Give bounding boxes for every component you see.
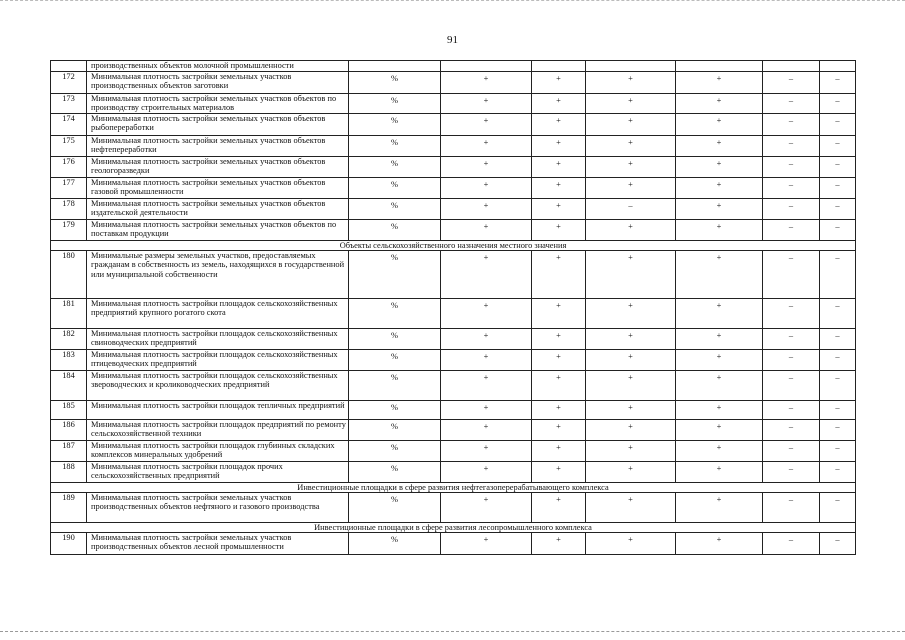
mark-cell: + xyxy=(532,113,586,135)
scan-bottom-edge xyxy=(0,631,905,634)
mark-cell: + xyxy=(586,400,676,419)
row-description: Минимальная плотность застройки площадок сельскохозяйственных свиноводческих предприятий xyxy=(87,328,349,349)
mark-cell: + xyxy=(532,461,586,482)
row-description: Минимальная плотность застройки земельных участков объектов рыбопереработки xyxy=(87,113,349,135)
table-body xyxy=(51,61,856,555)
mark-cell: + xyxy=(676,400,763,419)
row-number: 177 xyxy=(51,177,87,198)
row-description: производственных объектов молочной промышленности xyxy=(87,61,349,72)
mark-cell: + xyxy=(676,94,763,114)
mark-cell xyxy=(441,61,532,72)
mark-cell: – xyxy=(820,94,856,114)
row-number: 173 xyxy=(51,94,87,114)
mark-cell: + xyxy=(676,219,763,240)
mark-cell: + xyxy=(532,532,586,554)
mark-cell: + xyxy=(586,72,676,94)
unit-cell: % xyxy=(349,135,441,156)
mark-cell: + xyxy=(532,349,586,370)
mark-cell: + xyxy=(532,94,586,114)
mark-cell: – xyxy=(763,135,820,156)
scan-top-edge xyxy=(0,0,905,3)
mark-cell: – xyxy=(820,198,856,219)
table-row xyxy=(51,250,856,298)
mark-cell: – xyxy=(820,370,856,400)
mark-cell: + xyxy=(676,298,763,328)
mark-cell: + xyxy=(676,419,763,440)
mark-cell: + xyxy=(676,72,763,94)
mark-cell: + xyxy=(676,198,763,219)
row-number: 190 xyxy=(51,532,87,554)
row-number: 187 xyxy=(51,440,87,461)
unit-cell: % xyxy=(349,113,441,135)
section-title: Инвестиционные площадки в сфере развития нефтегазоперерабатывающего комплекса xyxy=(51,482,856,492)
unit-cell: % xyxy=(349,298,441,328)
table-row xyxy=(51,156,856,177)
mark-cell: – xyxy=(820,349,856,370)
section-title: Инвестиционные площадки в сфере развития лесопромышленного комплекса xyxy=(51,522,856,532)
mark-cell: + xyxy=(532,400,586,419)
mark-cell: + xyxy=(441,219,532,240)
section-header-row xyxy=(51,522,856,532)
mark-cell: – xyxy=(820,298,856,328)
table-row xyxy=(51,219,856,240)
row-description: Минимальная плотность застройки земельных участков объектов по производству строительных материалов xyxy=(87,94,349,114)
mark-cell: + xyxy=(586,177,676,198)
norms-table xyxy=(50,60,856,555)
row-number: 180 xyxy=(51,250,87,298)
mark-cell: – xyxy=(820,72,856,94)
table-row xyxy=(51,461,856,482)
mark-cell: + xyxy=(586,532,676,554)
mark-cell: + xyxy=(532,370,586,400)
row-number: 184 xyxy=(51,370,87,400)
unit-cell: % xyxy=(349,440,441,461)
row-description: Минимальная плотность застройки земельных участков производственных объектов лесной промышленности xyxy=(87,532,349,554)
mark-cell: + xyxy=(441,419,532,440)
row-description: Минимальная плотность застройки площадок предприятий по ремонту сельскохозяйственной техники xyxy=(87,419,349,440)
mark-cell: + xyxy=(586,419,676,440)
row-description: Минимальная плотность застройки земельных участков объектов издательской деятельности xyxy=(87,198,349,219)
mark-cell: + xyxy=(676,440,763,461)
row-description: Минимальная плотность застройки площадок сельскохозяйственных звероводческих и кролиководческих предприятий xyxy=(87,370,349,400)
mark-cell: + xyxy=(532,250,586,298)
row-number: 178 xyxy=(51,198,87,219)
table-row xyxy=(51,400,856,419)
row-number: 189 xyxy=(51,492,87,522)
mark-cell: – xyxy=(763,492,820,522)
unit-cell: % xyxy=(349,72,441,94)
mark-cell: + xyxy=(532,135,586,156)
mark-cell: + xyxy=(532,198,586,219)
mark-cell: + xyxy=(586,349,676,370)
table-row xyxy=(51,419,856,440)
mark-cell: – xyxy=(820,328,856,349)
mark-cell: – xyxy=(763,461,820,482)
unit-cell: % xyxy=(349,177,441,198)
table-row xyxy=(51,135,856,156)
mark-cell: + xyxy=(441,532,532,554)
unit-cell: % xyxy=(349,492,441,522)
unit-cell: % xyxy=(349,349,441,370)
mark-cell: + xyxy=(676,156,763,177)
mark-cell: + xyxy=(586,492,676,522)
mark-cell: – xyxy=(586,198,676,219)
mark-cell: + xyxy=(676,370,763,400)
mark-cell xyxy=(586,61,676,72)
mark-cell: – xyxy=(763,419,820,440)
mark-cell: – xyxy=(820,177,856,198)
mark-cell: – xyxy=(820,156,856,177)
mark-cell: + xyxy=(676,532,763,554)
table-row xyxy=(51,298,856,328)
mark-cell: – xyxy=(763,177,820,198)
mark-cell: – xyxy=(763,328,820,349)
row-description: Минимальная плотность застройки площадок глубинных складских комплексов минеральных удобрений xyxy=(87,440,349,461)
mark-cell: + xyxy=(586,328,676,349)
mark-cell: – xyxy=(763,532,820,554)
row-description: Минимальная плотность застройки площадок тепличных предприятий xyxy=(87,400,349,419)
mark-cell: + xyxy=(441,400,532,419)
unit-cell: % xyxy=(349,219,441,240)
row-number: 182 xyxy=(51,328,87,349)
mark-cell: – xyxy=(763,156,820,177)
mark-cell: + xyxy=(532,419,586,440)
mark-cell xyxy=(676,61,763,72)
mark-cell: + xyxy=(441,298,532,328)
mark-cell: + xyxy=(441,440,532,461)
row-number-cell xyxy=(51,61,87,72)
mark-cell: + xyxy=(676,135,763,156)
table-row xyxy=(51,113,856,135)
mark-cell xyxy=(763,61,820,72)
mark-cell: – xyxy=(820,250,856,298)
unit-cell: % xyxy=(349,94,441,114)
row-number: 176 xyxy=(51,156,87,177)
mark-cell: – xyxy=(763,198,820,219)
table-row xyxy=(51,177,856,198)
row-number: 185 xyxy=(51,400,87,419)
mark-cell: – xyxy=(820,135,856,156)
mark-cell: – xyxy=(763,219,820,240)
row-number: 175 xyxy=(51,135,87,156)
mark-cell: + xyxy=(676,492,763,522)
mark-cell: + xyxy=(441,113,532,135)
table-row xyxy=(51,532,856,554)
mark-cell xyxy=(532,61,586,72)
row-description: Минимальные размеры земельных участков, предоставляемых гражданам в собственность из земель, находящихся в государственной или муниципальной собственности xyxy=(87,250,349,298)
unit-cell: % xyxy=(349,400,441,419)
mark-cell: + xyxy=(532,328,586,349)
section-header-row xyxy=(51,240,856,250)
unit-cell: % xyxy=(349,370,441,400)
mark-cell: + xyxy=(441,72,532,94)
row-description: Минимальная плотность застройки земельных участков производственных объектов заготовки xyxy=(87,72,349,94)
mark-cell: + xyxy=(532,298,586,328)
mark-cell: – xyxy=(763,298,820,328)
mark-cell: + xyxy=(586,135,676,156)
mark-cell: + xyxy=(441,156,532,177)
row-description: Минимальная плотность застройки земельных участков объектов нефтепереработки xyxy=(87,135,349,156)
mark-cell: + xyxy=(441,177,532,198)
unit-cell xyxy=(349,61,441,72)
mark-cell: – xyxy=(763,72,820,94)
mark-cell: + xyxy=(441,94,532,114)
mark-cell: – xyxy=(820,219,856,240)
mark-cell: + xyxy=(441,370,532,400)
mark-cell: + xyxy=(586,113,676,135)
row-number: 179 xyxy=(51,219,87,240)
row-description: Минимальная плотность застройки площадок сельскохозяйственных предприятий крупного рогатого скота xyxy=(87,298,349,328)
row-description: Минимальная плотность застройки земельных участков объектов газовой промышленности xyxy=(87,177,349,198)
table-row xyxy=(51,349,856,370)
row-description: Минимальная плотность застройки земельных участков производственных объектов нефтяного и газового производства xyxy=(87,492,349,522)
mark-cell: – xyxy=(763,113,820,135)
table-row xyxy=(51,94,856,114)
unit-cell: % xyxy=(349,419,441,440)
mark-cell: – xyxy=(763,349,820,370)
page-number: 91 xyxy=(447,34,458,46)
mark-cell: + xyxy=(441,461,532,482)
unit-cell: % xyxy=(349,532,441,554)
mark-cell: – xyxy=(763,250,820,298)
mark-cell: + xyxy=(441,250,532,298)
row-description: Минимальная плотность застройки площадок прочих сельскохозяйственных предприятий xyxy=(87,461,349,482)
mark-cell: – xyxy=(820,440,856,461)
mark-cell: – xyxy=(820,461,856,482)
mark-cell: + xyxy=(676,250,763,298)
mark-cell: + xyxy=(676,113,763,135)
row-number: 188 xyxy=(51,461,87,482)
mark-cell: + xyxy=(676,177,763,198)
row-description: Минимальная плотность застройки площадок сельскохозяйственных птицеводческих предприятий xyxy=(87,349,349,370)
mark-cell: + xyxy=(532,177,586,198)
mark-cell: – xyxy=(820,400,856,419)
mark-cell: + xyxy=(676,328,763,349)
row-number: 183 xyxy=(51,349,87,370)
mark-cell: – xyxy=(820,419,856,440)
mark-cell: + xyxy=(586,298,676,328)
mark-cell: – xyxy=(820,532,856,554)
table-row xyxy=(51,370,856,400)
table-row xyxy=(51,440,856,461)
mark-cell: + xyxy=(586,370,676,400)
row-number: 186 xyxy=(51,419,87,440)
mark-cell: + xyxy=(441,328,532,349)
mark-cell: + xyxy=(532,156,586,177)
unit-cell: % xyxy=(349,250,441,298)
table-row xyxy=(51,328,856,349)
mark-cell: + xyxy=(676,461,763,482)
unit-cell: % xyxy=(349,156,441,177)
mark-cell: – xyxy=(763,94,820,114)
mark-cell: + xyxy=(441,349,532,370)
mark-cell: + xyxy=(586,94,676,114)
row-number: 181 xyxy=(51,298,87,328)
mark-cell: – xyxy=(763,440,820,461)
section-title: Объекты сельскохозяйственного назначения местного значения xyxy=(51,240,856,250)
mark-cell: + xyxy=(586,461,676,482)
mark-cell: + xyxy=(586,219,676,240)
mark-cell: – xyxy=(820,113,856,135)
mark-cell: + xyxy=(532,492,586,522)
mark-cell: + xyxy=(676,349,763,370)
row-number: 172 xyxy=(51,72,87,94)
mark-cell: + xyxy=(586,440,676,461)
mark-cell: – xyxy=(763,370,820,400)
mark-cell xyxy=(820,61,856,72)
row-number: 174 xyxy=(51,113,87,135)
table-row-continuation xyxy=(51,61,856,72)
mark-cell: + xyxy=(532,219,586,240)
table-row xyxy=(51,198,856,219)
mark-cell: – xyxy=(763,400,820,419)
unit-cell: % xyxy=(349,461,441,482)
table-row xyxy=(51,72,856,94)
mark-cell: + xyxy=(441,492,532,522)
mark-cell: – xyxy=(820,492,856,522)
mark-cell: + xyxy=(441,135,532,156)
row-description: Минимальная плотность застройки земельных участков объектов по поставкам продукции xyxy=(87,219,349,240)
row-description: Минимальная плотность застройки земельных участков объектов геологоразведки xyxy=(87,156,349,177)
mark-cell: + xyxy=(441,198,532,219)
mark-cell: + xyxy=(586,250,676,298)
mark-cell: + xyxy=(532,440,586,461)
table-row xyxy=(51,492,856,522)
unit-cell: % xyxy=(349,328,441,349)
mark-cell: + xyxy=(532,72,586,94)
unit-cell: % xyxy=(349,198,441,219)
section-header-row xyxy=(51,482,856,492)
mark-cell: + xyxy=(586,156,676,177)
